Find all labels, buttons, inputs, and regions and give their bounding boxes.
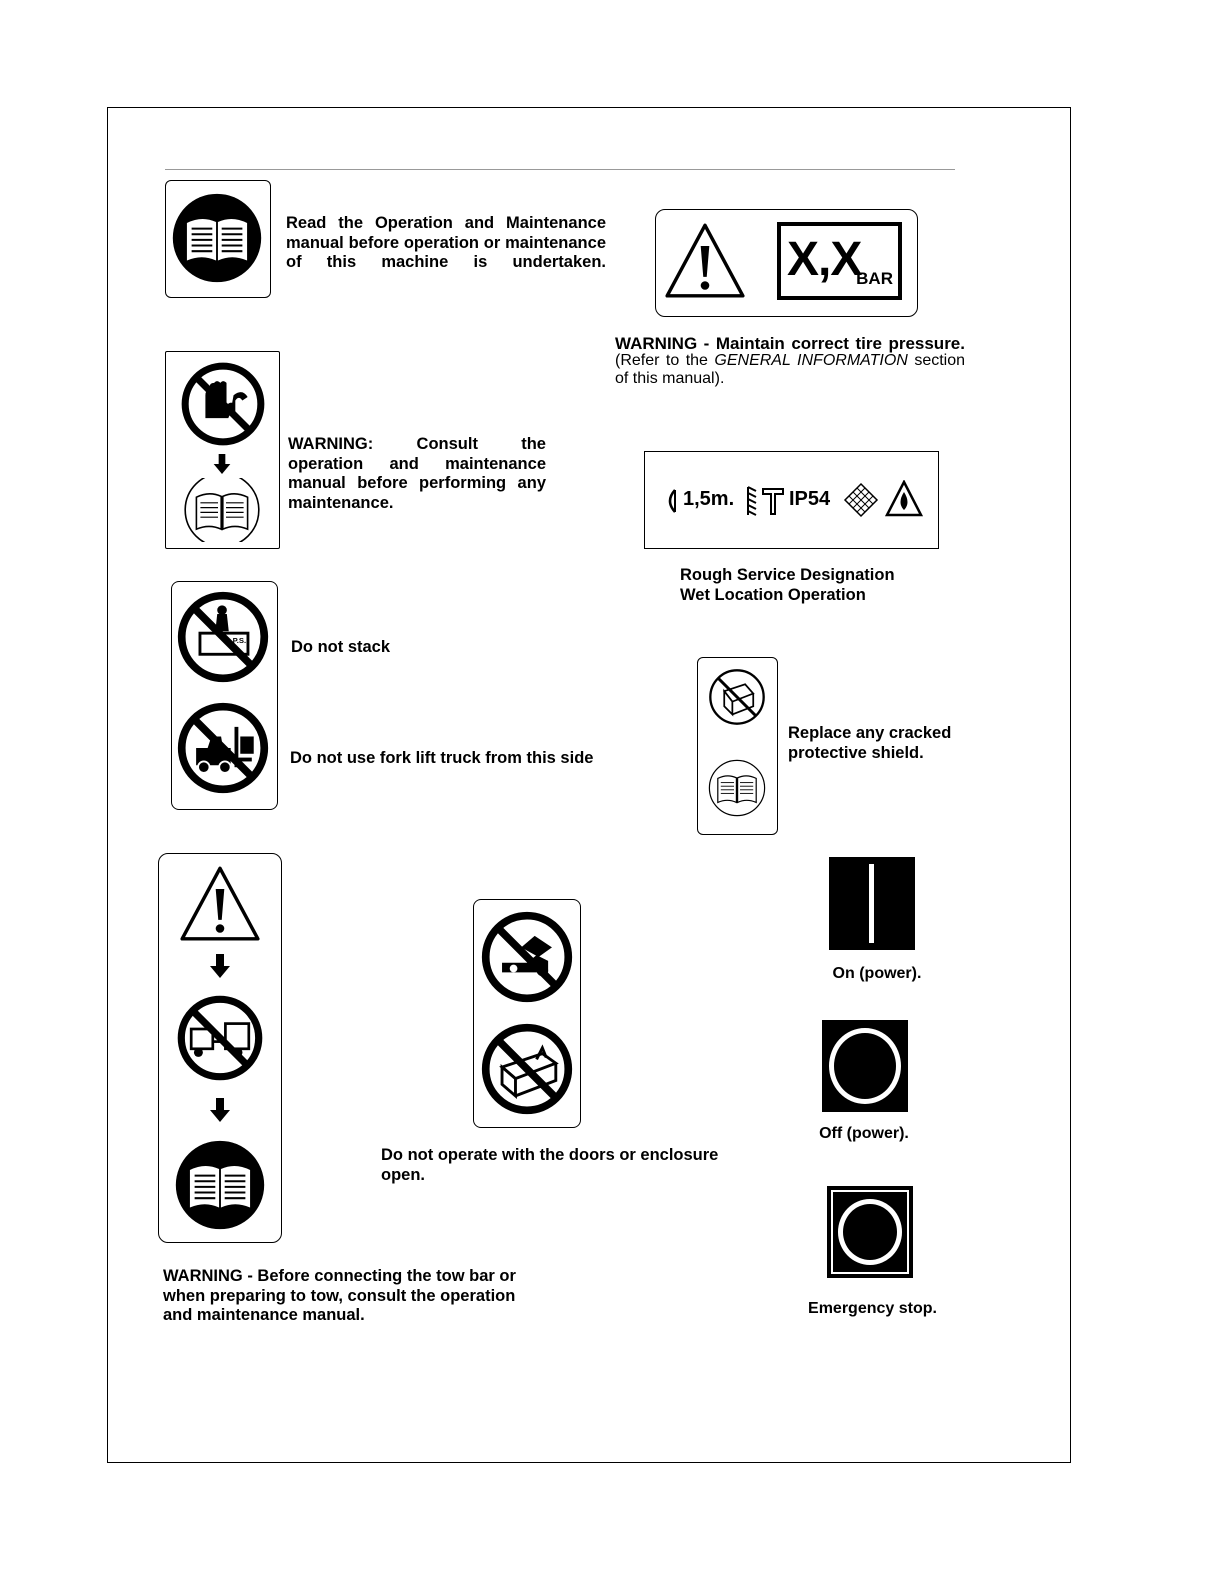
- down-arrow-icon: [210, 1094, 230, 1126]
- rough-service-line1: Rough Service Designation: [680, 566, 895, 584]
- refer-pre: (Refer to the: [615, 352, 715, 369]
- tire-pressure-warning: WARNING - Maintain correct tire pressure.: [615, 334, 965, 353]
- header-rule: [165, 169, 955, 170]
- book-outline-icon: [181, 478, 263, 542]
- tow-warning-decal: [158, 853, 282, 1243]
- t-mark-icon: [761, 486, 785, 516]
- tire-pressure-decal: [655, 209, 918, 317]
- read-manual-text: Read the Operation and Maintenance manual before operation or maintenance of this machine is undertaken.: [286, 214, 606, 271]
- refer-post: section of this manual).: [615, 352, 966, 387]
- book-icon: [170, 191, 264, 285]
- pressure-unit: BAR: [856, 269, 893, 288]
- refer-italic: GENERAL INFORMATION: [714, 352, 908, 369]
- do-not-forklift-text: Do not use fork lift truck from this side: [290, 749, 594, 767]
- warning-triangle-icon: [177, 862, 263, 946]
- shield-decal: [697, 657, 778, 835]
- no-hand-icon: [179, 360, 267, 448]
- down-arrow-icon: [213, 454, 231, 474]
- do-not-stack-text: Do not stack: [291, 638, 391, 656]
- off-power-label: Off (power).: [819, 1125, 909, 1142]
- rating-distance: 1,5m.: [683, 488, 735, 510]
- doors-open-text: Do not operate with the doors or enclosure open.: [381, 1146, 719, 1184]
- emergency-stop-label: Emergency stop.: [808, 1300, 937, 1317]
- tire-pressure-refer: [615, 352, 965, 388]
- no-rotating-parts-icon: [479, 909, 575, 1005]
- on-power-label: On (power).: [832, 965, 922, 982]
- pressure-value: X,X: [787, 233, 862, 286]
- book-icon: [173, 1138, 267, 1232]
- rough-service-line2: Wet Location Operation: [680, 586, 866, 604]
- tow-warning-text: WARNING - Before connecting the tow bar or when preparing to tow, consult the operation and maintenance manual.: [163, 1267, 516, 1324]
- drop-triangle-icon: [885, 480, 923, 518]
- doors-decal: [473, 899, 581, 1128]
- comb-icon: [746, 485, 758, 517]
- rating-decal: [644, 451, 939, 549]
- no-door-icon: [479, 1021, 575, 1117]
- consult-manual-text: WARNING: Consult the operation and maintenance manual before performing any maintenance.: [288, 435, 546, 512]
- read-manual-decal: [165, 180, 271, 298]
- half-moon-icon: [663, 488, 677, 514]
- svg-text:P.S.: P.S.: [232, 635, 247, 645]
- consult-manual-decal: [165, 351, 280, 549]
- book-outline-icon-small: [707, 756, 767, 820]
- rating-ip: IP54: [789, 488, 831, 510]
- off-power-icon: [822, 1020, 908, 1112]
- no-stack-icon: [175, 589, 271, 685]
- no-forklift-icon: [175, 700, 271, 796]
- grid-diamond-icon: [843, 482, 879, 518]
- emergency-stop-icon: [827, 1186, 913, 1278]
- pressure-box: [777, 222, 902, 300]
- no-tow-icon: [175, 990, 265, 1086]
- stack-forklift-decal: [171, 581, 278, 810]
- replace-shield-text: Replace any cracked protective shield.: [788, 724, 952, 762]
- down-arrow-icon: [210, 950, 230, 982]
- on-power-icon: [829, 857, 915, 950]
- warning-triangle-icon: [662, 220, 748, 302]
- no-shield-icon: [708, 668, 766, 726]
